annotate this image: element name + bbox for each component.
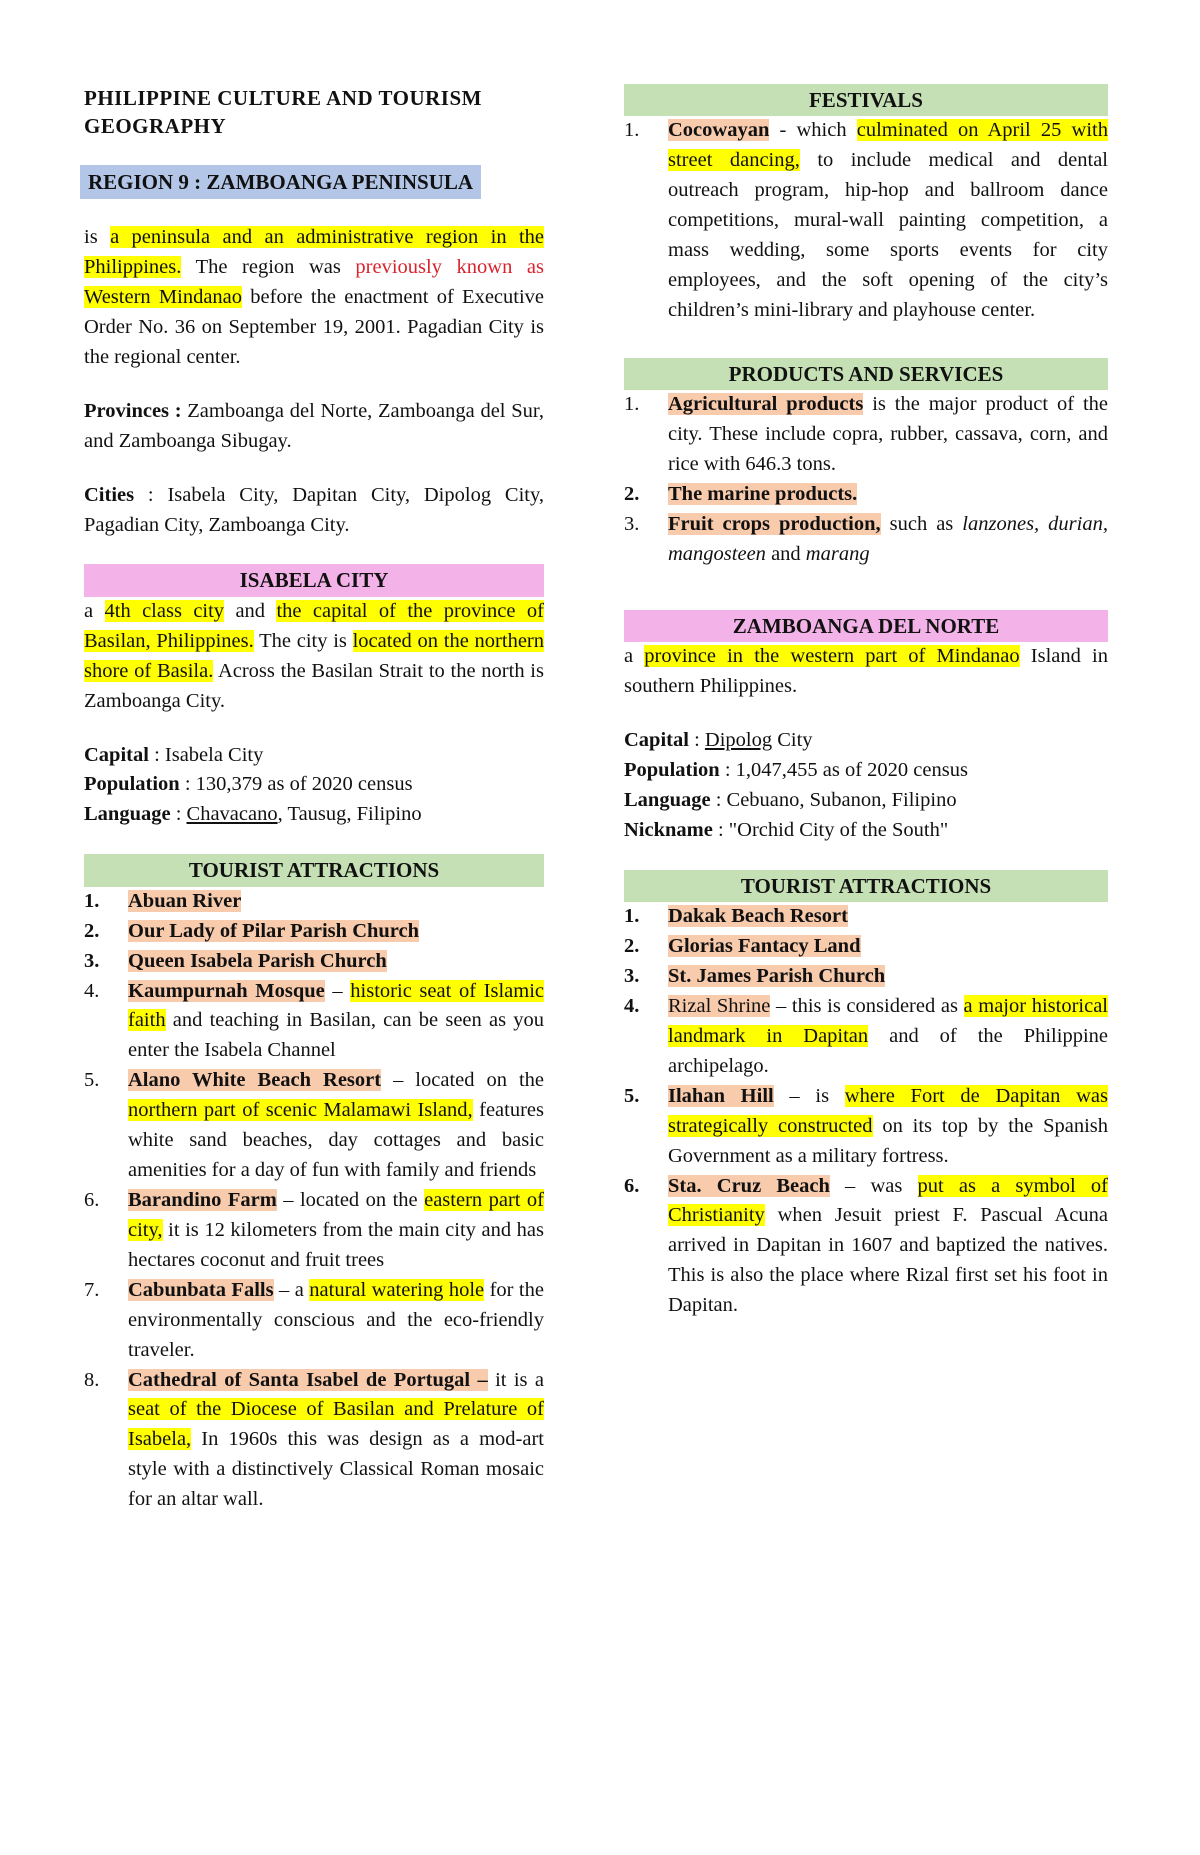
title-line-2: GEOGRAPHY — [84, 114, 227, 139]
list-item: 2. Our Lady of Pilar Parish Church — [84, 919, 420, 942]
isabela-facts — [84, 741, 544, 831]
list-item: 7. Cabunbata Falls – a natural watering hole for the environmentally conscious and the eco-friendly traveler. — [84, 1278, 544, 1361]
list-item: 1. Cocowayan - which culminated on April 25 with street dancing, to include medical and dental outreach program, hip-hop and ballroom dance competitions, mural-wall painting competition, a mass wedding, some sports events for city employees, and the soft opening of the city’s children’s mini-library and playhouse center. — [624, 119, 1108, 321]
region-intro: is a peninsula and an administrative region in the Philippines. The region was previously known as Western Mindanao before the enactment of Executive Order No. 36 on September 19, 2001. Pagadian City is the regional center. — [84, 226, 545, 368]
list-item: 4. Rizal Shrine – this is considered as a major historical landmark in Dapitan and of the Philippine archipelago. — [624, 995, 1108, 1077]
list-item: 3. St. James Parish Church — [624, 965, 886, 988]
isabela-capital: Capital : Isabela City — [84, 743, 264, 766]
zdn-capital: Capital : Dipolog City — [624, 729, 813, 752]
products-list — [624, 390, 1108, 570]
products-heading: PRODUCTS AND SERVICES — [624, 358, 1108, 390]
list-item: 2. Glorias Fantacy Land — [624, 935, 861, 958]
festivals-heading: FESTIVALS — [624, 84, 1108, 116]
isabela-city-heading: ISABELA CITY — [84, 564, 544, 596]
left-column — [84, 84, 544, 1515]
list-item: 6. Barandino Farm – located on the eastern part of city, it is 12 kilometers from the main city and has hectares coconut and fruit trees — [84, 1188, 544, 1271]
provinces-line: Provinces : Zamboanga del Norte, Zamboanga del Sur, and Zamboanga Sibugay. — [84, 399, 544, 452]
title-line-1: PHILIPPINE CULTURE AND TOURISM — [84, 86, 482, 110]
list-item: 8. Cathedral of Santa Isabel de Portugal – it is a seat of the Diocese of Basilan and Prelature of Isabela, In 1960s this was design as a mod-art style with a distinctively Classical Roman mosaic for an altar wall. — [84, 1368, 544, 1511]
zdn-heading: ZAMBOANGA DEL NORTE — [624, 610, 1108, 642]
right-column — [624, 84, 1108, 1321]
isabela-attractions-heading: TOURIST ATTRACTIONS — [84, 854, 544, 886]
list-item: 5. Ilahan Hill – is where Fort de Dapitan was strategically constructed on its top by the Spanish Government as a military fortress. — [624, 1084, 1108, 1167]
zdn-population: Population : 1,047,455 as of 2020 census — [624, 759, 968, 782]
isabela-description: a 4th class city and the capital of the province of Basilan, Philippines. The city is located on the northern shore of Basila. Across the Basilan Strait to the north is Zamboanga City. — [84, 599, 544, 712]
isabela-language: Language : Chavacano, Tausug, Filipino — [84, 803, 422, 826]
list-item: 4. Kaumpurnah Mosque – historic seat of Islamic faith and teaching in Basilan, can be seen as you enter the Isabela Channel — [84, 979, 545, 1062]
list-item: 2. The marine products. — [624, 483, 858, 506]
isabela-population: Population : 130,379 as of 2020 census — [84, 773, 413, 796]
list-item: 5. Alano White Beach Resort – located on the northern part of scenic Malamawi Island, features white sand beaches, day cottages and basic amenities for a day of fun with family and friends — [84, 1069, 545, 1182]
list-item: 3. Queen Isabela Parish Church — [84, 949, 387, 972]
zdn-nickname: Nickname : "Orchid City of the South" — [624, 818, 949, 841]
isabela-attractions-list — [84, 887, 544, 1515]
region-heading: REGION 9 : ZAMBOANGA PENINSULA — [80, 165, 481, 199]
zdn-attractions-heading: TOURIST ATTRACTIONS — [624, 870, 1108, 902]
list-item: 1. Agricultural products is the major product of the city. These include copra, rubber, cassava, corn, and rice with 646.3 tons. — [624, 393, 1108, 476]
list-item: 1. Abuan River — [84, 889, 242, 912]
zdn-language: Language : Cebuano, Subanon, Filipino — [624, 788, 957, 811]
zdn-facts — [624, 726, 1108, 846]
list-item: 3. Fruit crops production, such as lanzones, durian, mangosteen and marang — [624, 513, 1108, 565]
zdn-description: a province in the western part of Mindanao Island in southern Philippines. — [624, 645, 1108, 698]
cities-line: Cities : Isabela City, Dapitan City, Dipolog City, Pagadian City, Zamboanga City. — [84, 483, 544, 536]
zdn-attractions-list — [624, 902, 1108, 1321]
list-item: 1. Dakak Beach Resort — [624, 905, 848, 928]
document-title — [84, 84, 544, 141]
festivals-list — [624, 116, 1108, 325]
list-item: 6. Sta. Cruz Beach – was put as a symbol of Christianity when Jesuit priest F. Pascual Acuna arrived in Dapitan in 1607 and baptized the natives. This is also the place where Rizal first set his foot in Dapitan. — [624, 1174, 1108, 1317]
